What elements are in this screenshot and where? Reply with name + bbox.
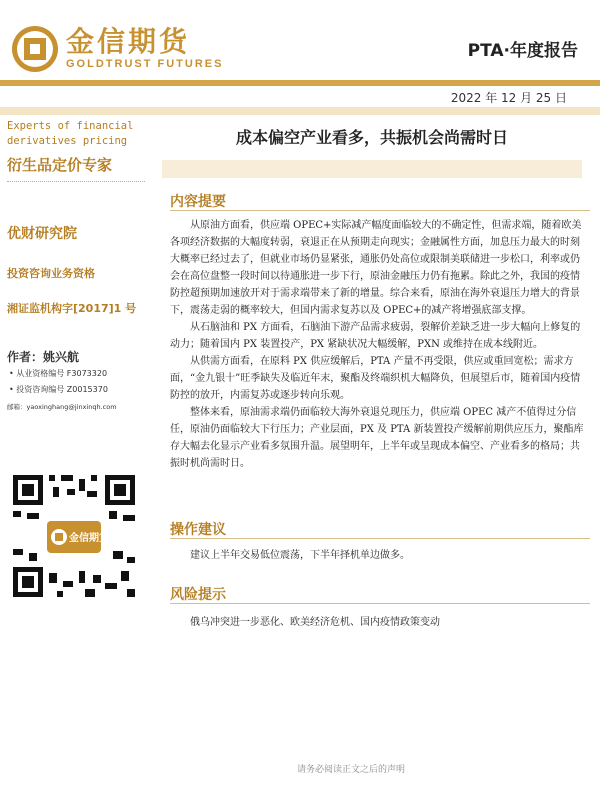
summary-paragraph: 从供需方面看，在原料 PX 供应缓解后，PTA 产量不再受限，供应或重回宽松；需求方面，“金九银十”旺季缺失及临近年末，聚酯及终端织机大幅降负，但展望后市，随着国内疫情防控的放开，内需复苏或逐步转向乐观。 [170,356,581,401]
sidebar-en-tagline: Experts of financial derivatives pricing [7,120,134,147]
suggestion-heading: 操作建议 [170,522,226,538]
summary-body [170,217,587,472]
report-date: 2022 年 12 月 25 日 [450,91,567,105]
footer-disclaimer: 请务必阅读正文之后的声明 [297,765,406,775]
author-email: 邮箱：yaoxinghang@jinxinqh.com [7,403,117,411]
title-underline-bar [162,160,582,178]
research-dept: 优财研究院 [7,226,77,242]
summary-paragraph: 从石脑油和 PX 方面看，石脑油下游产品需求疲弱，裂解价差缺乏进一步大幅向上修复的动力；随着国内 PX 装置投产，PX 紧缺状况大幅缓解，PXN 或维持在成本线附近。 [170,322,581,350]
report-type-title: PTA·年度报告 [467,41,578,61]
report-main-title: 成本偏空产业看多，共振机会尚需时日 [235,128,508,147]
logo-en-text: GOLDTRUST FUTURES [66,58,224,70]
qualification-2: 湘证监机构字[2017]1 号 [7,302,137,315]
summary-divider [170,210,590,211]
sidebar-cn-tagline: 衍生品定价专家 [7,156,113,174]
risk-text: 俄乌冲突进一步恶化、欧美经济危机、国内疫情政策变动 [190,617,440,628]
suggestion-text: 建议上半年交易低位震荡，下半年择机单边做多。 [190,550,410,561]
summary-heading: 内容提要 [170,194,226,210]
qr-brand-label: 金信期货 [69,533,109,544]
risk-divider [170,603,590,604]
author-name: 作者：姚兴航 [7,350,80,364]
suggestion-divider [170,538,590,539]
qr-code-icon [9,471,139,601]
qualification-1: 投资咨询业务资格 [7,267,95,280]
sidebar-divider [7,181,145,182]
summary-paragraph: 从原油方面看，供应端 OPEC+实际减产幅度面临较大的不确定性，但需求端，随着欧美各项经济数据的大幅度转弱，衰退正在从预期走向现实；金融属性方面，加息压力最大的时刻大概率已经过去了，但就业市场仍显紧张，通胀仍处高位或限制美联储进一步松口，利率或仍会在高位盘整一段时间以待通胀进一步下行，原油金融压力仍有拖累。除此之外，我国的疫情防控超预期加速放开对于需求端带来了新的增量。综合来看，原油在海外衰退压力增大的背景下，震荡走弱的概率较大，但国内需求复苏以及 OPEC+的减产将增强底部支撑。 [170,220,582,316]
logo-cn-text: 金信期货 [66,25,191,58]
company-logo-icon [10,24,60,74]
license-number-2: • 投资咨询编号 Z0015370 [9,385,108,394]
header-strip [0,107,600,115]
summary-paragraph: 整体来看，原油需求端仍面临较大海外衰退兑现压力，供应端 OPEC 减产不值得过分信任，原油仍面临较大下行压力；产业层面，PX 及 PTA 新装置投产缓解前期供应压力，聚酯库存大幅去化显示产业看多氛围升温。展望明年，上半年或呈现成本偏空、产业看多的格局；共振时机尚需时日。 [170,407,584,469]
header-divider [0,80,600,86]
license-number-1: • 从业资格编号 F3073320 [9,369,108,378]
risk-heading: 风险提示 [170,587,226,603]
